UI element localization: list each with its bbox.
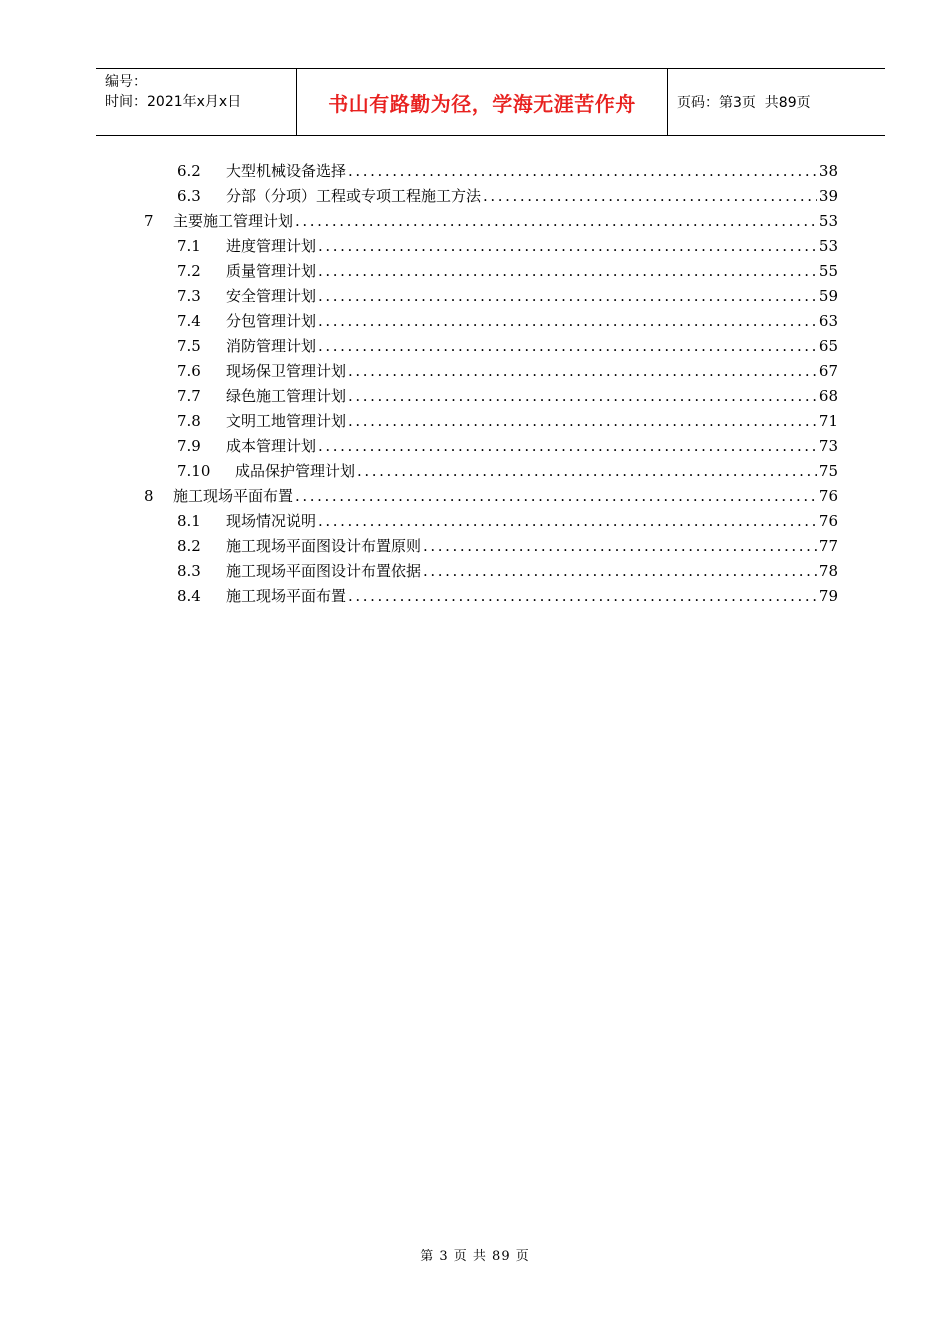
toc-entry-title: 施工现场平面图设计布置依据	[226, 562, 422, 580]
toc-entry-title: 主要施工管理计划	[173, 212, 294, 230]
toc-entry-page: 79	[818, 587, 838, 605]
toc-entry-page: 63	[818, 312, 838, 330]
toc-entry-number: 8.1	[177, 512, 201, 530]
toc-entry-page: 71	[818, 412, 838, 430]
toc-entry-number: 7.4	[177, 312, 201, 330]
toc-entry-page: 59	[818, 287, 838, 305]
toc-entry-number: 7.8	[177, 412, 201, 430]
toc-entry-number: 7.5	[177, 337, 201, 355]
toc-entry[interactable]	[177, 409, 838, 434]
toc-entry-number: 8.4	[177, 587, 201, 605]
toc-entry-number: 8.3	[177, 562, 201, 580]
header-motto: 书山有路勤为径，学海无涯苦作舟	[297, 69, 668, 135]
toc-entry[interactable]	[144, 484, 838, 509]
toc-entry-title: 施工现场平面布置	[173, 487, 294, 505]
toc-entry[interactable]	[177, 434, 838, 459]
toc-entry-title: 大型机械设备选择	[226, 162, 347, 180]
header-page-info	[668, 69, 885, 135]
toc-entry[interactable]	[177, 359, 838, 384]
toc-entry-number: 7.10	[177, 462, 211, 480]
toc-entry-page: 67	[818, 362, 838, 380]
toc-entry-number: 6.3	[177, 187, 201, 205]
toc-entry-number: 8.2	[177, 537, 201, 555]
toc-leader-dots	[318, 259, 817, 284]
footer-page-number: 第 3 页 共 89 页	[420, 1249, 530, 1264]
toc-entry-number: 7.6	[177, 362, 201, 380]
toc-entry-title: 成品保护管理计划	[235, 462, 356, 480]
toc-entry-title: 施工现场平面布置	[226, 587, 347, 605]
toc-entry-page: 55	[818, 262, 838, 280]
toc-entry-title: 安全管理计划	[226, 287, 317, 305]
toc-entry-page: 68	[818, 387, 838, 405]
toc-leader-dots	[483, 184, 817, 209]
toc-entry[interactable]	[177, 184, 838, 209]
toc-entry[interactable]	[177, 309, 838, 334]
header-meta	[96, 69, 297, 135]
toc-entry-title: 绿色施工管理计划	[226, 387, 347, 405]
toc-entry-page: 76	[818, 512, 838, 530]
toc-leader-dots	[348, 384, 817, 409]
toc-entry-number: 7.7	[177, 387, 201, 405]
toc-leader-dots	[295, 484, 817, 509]
toc-entry[interactable]	[177, 284, 838, 309]
toc-entry[interactable]	[177, 159, 838, 184]
toc-leader-dots	[318, 284, 817, 309]
toc-entry-title: 文明工地管理计划	[226, 412, 347, 430]
toc-entry[interactable]	[177, 384, 838, 409]
toc-leader-dots	[318, 434, 817, 459]
toc-entry-number: 7	[144, 212, 154, 230]
toc-leader-dots	[318, 509, 817, 534]
toc-entry-page: 38	[818, 162, 838, 180]
toc-leader-dots	[357, 459, 817, 484]
toc-entry[interactable]	[177, 259, 838, 284]
toc-leader-dots	[348, 359, 817, 384]
toc-entry-page: 75	[818, 462, 838, 480]
toc-leader-dots	[318, 334, 817, 359]
toc-leader-dots	[423, 534, 817, 559]
toc-entry[interactable]	[177, 584, 838, 609]
toc-entry-number: 7.9	[177, 437, 201, 455]
header-page-label: 页码：第3页 共89页	[677, 95, 811, 111]
toc-entry[interactable]	[177, 234, 838, 259]
toc-entry-title: 分包管理计划	[226, 312, 317, 330]
toc-entry-page: 73	[818, 437, 838, 455]
toc-entry-title: 现场保卫管理计划	[226, 362, 347, 380]
toc-entry-page: 76	[818, 487, 838, 505]
toc-entry-page: 53	[818, 212, 838, 230]
toc-leader-dots	[423, 559, 817, 584]
page-footer	[0, 1245, 950, 1264]
page-header	[96, 68, 885, 136]
toc-leader-dots	[318, 234, 817, 259]
toc-entry-page: 65	[818, 337, 838, 355]
toc-entry[interactable]	[177, 559, 838, 584]
toc-leader-dots	[348, 409, 817, 434]
toc-entry[interactable]	[177, 459, 838, 484]
toc-entry-title: 进度管理计划	[226, 237, 317, 255]
toc-entry-number: 7.3	[177, 287, 201, 305]
toc-entry-number: 6.2	[177, 162, 201, 180]
toc-entry-page: 53	[818, 237, 838, 255]
toc-entry-page: 77	[818, 537, 838, 555]
toc-entry-title: 分部（分项）工程或专项工程施工方法	[226, 187, 482, 205]
toc-leader-dots	[295, 209, 817, 234]
toc-entry-number: 7.2	[177, 262, 201, 280]
toc-entry-title: 消防管理计划	[226, 337, 317, 355]
toc-entry-page: 39	[818, 187, 838, 205]
toc-leader-dots	[318, 309, 817, 334]
toc-entry-title: 成本管理计划	[226, 437, 317, 455]
toc-entry-number: 8	[144, 487, 154, 505]
toc-entry[interactable]	[177, 334, 838, 359]
time-label: 时间：2021年x月x日	[105, 94, 242, 110]
toc-entry-title: 施工现场平面图设计布置原则	[226, 537, 422, 555]
toc-entry-page: 78	[818, 562, 838, 580]
serial-label: 编号：	[105, 74, 147, 90]
toc-entry[interactable]	[177, 509, 838, 534]
toc-entry-number: 7.1	[177, 237, 201, 255]
toc-entry-title: 现场情况说明	[226, 512, 317, 530]
toc-entry[interactable]	[144, 209, 838, 234]
toc-leader-dots	[348, 159, 817, 184]
toc-entry-title: 质量管理计划	[226, 262, 317, 280]
toc-leader-dots	[348, 584, 817, 609]
toc-entry[interactable]	[177, 534, 838, 559]
